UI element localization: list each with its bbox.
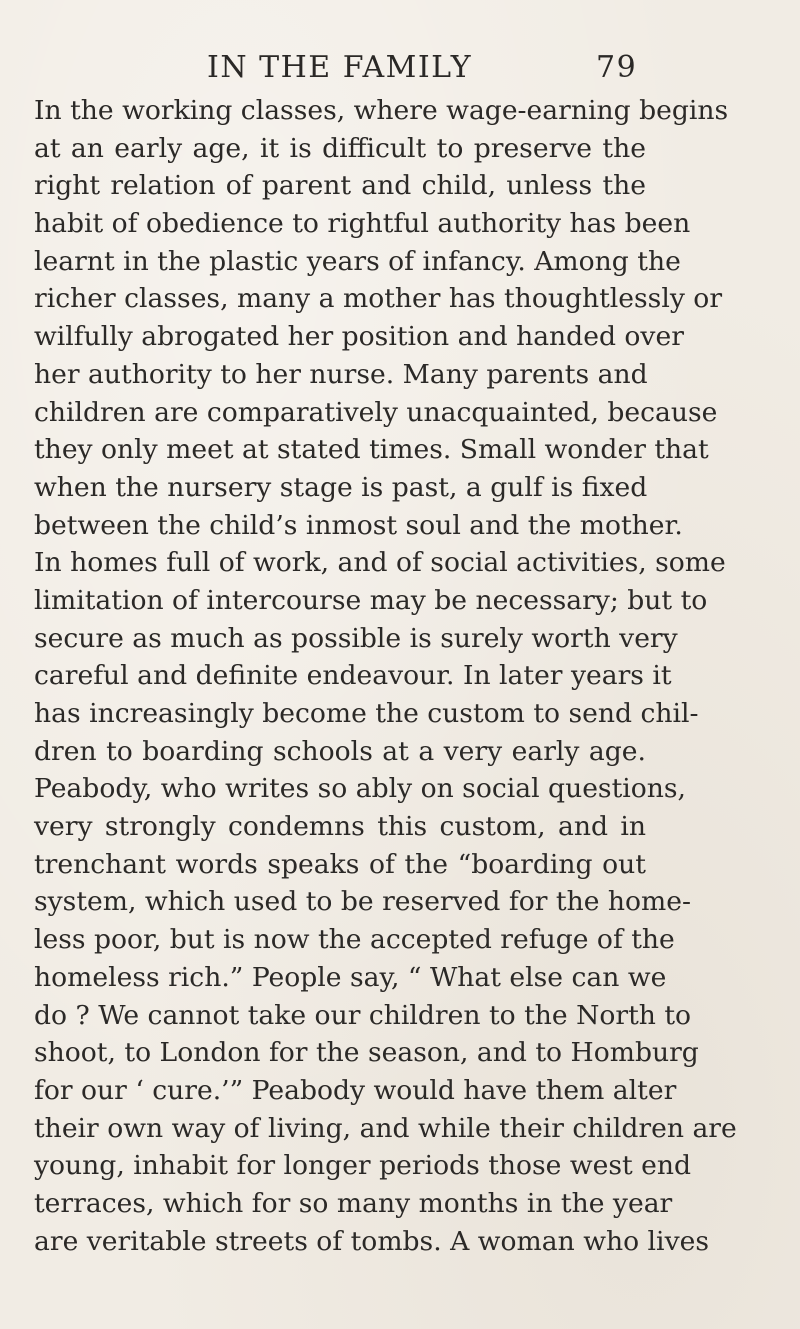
text-line: system, which used to be reserved for the home- xyxy=(34,886,691,918)
text-line: do ? We cannot take our children to the North to xyxy=(34,999,692,1031)
text-line: right relation of parent and child, unless the xyxy=(34,170,646,202)
text-line: young, inhabit for longer periods those west end xyxy=(34,1150,692,1182)
running-title: IN THE FAMILY xyxy=(207,50,472,85)
text-line: they only meet at stated times. Small wonder that xyxy=(34,434,709,466)
text-line: secure as much as possible is surely worth very xyxy=(34,622,678,654)
text-line: their own way of living, and while their children are xyxy=(34,1112,737,1144)
text-line: has increasingly become the custom to send chil- xyxy=(34,698,699,729)
text-line: habit of obedience to rightful authority has been xyxy=(34,208,691,240)
text-line: learnt in the plastic years of infancy. Among the xyxy=(34,245,681,277)
text-line: homeless rich.” People say, “ What else can we xyxy=(34,961,667,993)
text-line: very strongly condemns this custom, and in xyxy=(34,811,646,843)
text-line: careful and definite endeavour. In later years it xyxy=(34,660,672,692)
text-line: terraces, which for so many months in the year xyxy=(34,1187,673,1219)
text-line: shoot, to London for the season, and to Homburg xyxy=(34,1037,699,1069)
text-line: less poor, but is now the accepted refuge of the xyxy=(34,924,675,956)
text-line: her authority to her nurse. Many parents and xyxy=(34,358,648,390)
text-line: Peabody, who writes so ably on social questions, xyxy=(34,773,687,805)
text-line: for our ‘ cure.’” Peabody would have them alter xyxy=(34,1074,677,1106)
text-line: at an early age, it is difficult to preserve the xyxy=(34,132,646,164)
text-line: wilfully abrogated her position and handed over xyxy=(34,321,684,353)
running-head xyxy=(0,50,800,94)
text-line: limitation of intercourse may be necessary; but to xyxy=(34,584,708,616)
body-text xyxy=(34,92,737,1260)
page-number: 79 xyxy=(596,50,638,85)
text-line: trenchant words speaks of the “boarding out xyxy=(34,848,646,880)
text-line: In the working classes, where wage-earning begins xyxy=(34,95,729,126)
text-line: dren to boarding schools at a very early age. xyxy=(34,735,646,767)
text-line: between the child’s inmost soul and the mother. xyxy=(34,509,683,541)
text-line: richer classes, many a mother has thoughtlessly or xyxy=(34,283,723,315)
text-line: when the nursery stage is past, a gulf is fixed xyxy=(34,471,648,503)
text-line: children are comparatively unacquainted, because xyxy=(34,396,718,428)
text-line: In homes full of work, and of social activities, some xyxy=(34,547,726,579)
text-line: are veritable streets of tombs. A woman who lives xyxy=(34,1225,709,1257)
